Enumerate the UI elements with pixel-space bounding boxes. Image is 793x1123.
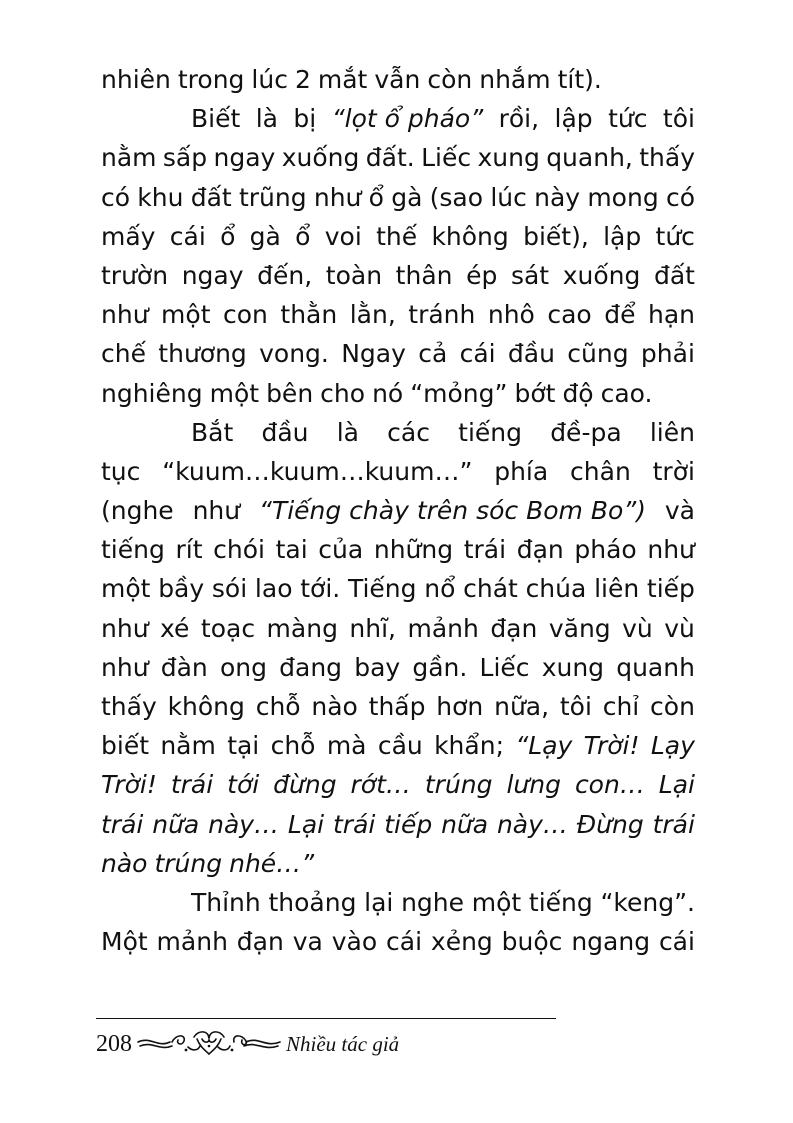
word: đàn: [160, 652, 208, 682]
word: rít: [175, 535, 203, 565]
text-line: [101, 413, 695, 452]
word: biết: [101, 731, 149, 761]
word: thấy: [639, 143, 695, 173]
word: đạn: [490, 613, 538, 643]
word: liên: [649, 417, 695, 447]
word: ép: [466, 260, 498, 290]
word: thân: [395, 260, 453, 290]
word: quanh: [616, 652, 695, 682]
word: một: [209, 378, 260, 408]
text-line: [101, 805, 695, 844]
word: như: [647, 535, 695, 565]
text-line: [101, 844, 695, 883]
word: ong: [219, 652, 267, 682]
word: Lại: [287, 809, 325, 839]
word: này…: [496, 809, 568, 839]
word: này: [534, 182, 581, 212]
word: lập: [603, 221, 642, 251]
word: vù: [664, 613, 695, 643]
word: Tiếng: [347, 574, 417, 604]
word: đất: [653, 260, 695, 290]
word: chỉ: [602, 692, 640, 721]
word: rồi,: [498, 104, 540, 134]
word: là: [336, 417, 359, 447]
word: chân: [570, 456, 631, 486]
word: nhĩ,: [349, 613, 396, 643]
word: xuống: [281, 143, 360, 173]
word: con…: [574, 770, 645, 800]
text-line: [101, 530, 695, 569]
word: chói: [213, 535, 265, 565]
word: những: [373, 535, 454, 565]
word: trúng: [424, 770, 493, 800]
word: khu: [137, 182, 184, 212]
word: thương: [158, 339, 247, 369]
word: tức: [608, 104, 648, 134]
word: tiếp: [646, 574, 695, 604]
word: trong: [177, 65, 245, 94]
word: nhắm: [479, 65, 551, 94]
word: nữa: [441, 809, 489, 839]
word: bớt: [514, 378, 556, 408]
word: như: [101, 652, 149, 682]
text-line: [101, 922, 695, 961]
word: đạn: [236, 927, 284, 957]
word: bầy: [158, 574, 205, 604]
body-text: [101, 60, 695, 961]
word: nằm: [160, 731, 216, 761]
word: trái: [170, 770, 214, 800]
word: đạn: [516, 535, 564, 565]
word: như: [101, 613, 149, 643]
word: tiếp: [384, 809, 433, 839]
word: tránh: [408, 300, 476, 330]
word: gần.: [412, 652, 468, 682]
word: voi: [324, 221, 362, 251]
word: “mỏng”: [410, 378, 508, 408]
word: gà: [249, 221, 281, 251]
word: cái: [658, 927, 695, 957]
text-line: [101, 138, 695, 177]
word: cả: [418, 339, 448, 369]
word: trời: [652, 456, 695, 486]
word: mong: [587, 182, 659, 212]
word: con: [223, 300, 268, 330]
word: đề-pa: [550, 417, 622, 447]
word: Trời!: [101, 770, 157, 800]
word: ổ: [220, 221, 236, 251]
word: tôi: [559, 692, 592, 721]
word: lao: [254, 574, 293, 604]
text-line: [101, 883, 695, 922]
word: phải: [640, 339, 695, 369]
word: có: [101, 182, 131, 212]
word: chúa: [525, 574, 587, 604]
word: chế: [101, 339, 146, 369]
word: tai: [275, 535, 308, 565]
word: cao.: [600, 378, 653, 408]
footer-author: Nhiều tác giả: [286, 1031, 400, 1056]
word: rớt…: [350, 770, 411, 800]
word: bay: [354, 652, 401, 682]
word: trúng: [154, 848, 223, 878]
word: cao: [547, 300, 592, 330]
word: còn: [427, 65, 473, 94]
word: vù: [622, 613, 653, 643]
word: thoảng: [268, 887, 357, 917]
word: đầu: [261, 417, 309, 447]
word: (nghe: [101, 496, 174, 526]
word: một: [101, 574, 151, 604]
word: cái: [169, 221, 206, 251]
word: đất: [190, 182, 232, 212]
word: Trời!: [583, 731, 640, 761]
word: nào: [101, 848, 148, 878]
word: cầu: [377, 731, 423, 761]
word: tục: [101, 456, 141, 486]
word: như: [313, 182, 362, 212]
word: xuống: [562, 260, 641, 290]
word: hạn: [647, 300, 695, 330]
word: lúc: [251, 65, 288, 94]
word: nào: [311, 692, 358, 721]
word: hơn: [436, 692, 484, 721]
word: xung: [541, 652, 605, 682]
word: tới: [227, 770, 260, 800]
word: nằm: [101, 143, 157, 173]
word: nó: [372, 378, 404, 408]
word: vong.: [259, 339, 329, 369]
word: lằn,: [349, 300, 396, 330]
word: pháo: [574, 535, 637, 565]
word: thấy: [101, 692, 157, 721]
word: Thỉnh: [191, 887, 261, 917]
word: vào: [331, 927, 378, 957]
word: sát: [510, 260, 550, 290]
word: Ngay: [341, 339, 406, 369]
word: xé: [160, 613, 190, 643]
word: mắt: [317, 65, 368, 94]
word: liên: [594, 574, 640, 604]
word: nữa,: [494, 692, 550, 721]
footer-divider: [96, 1018, 556, 1019]
word: ngang: [571, 927, 651, 957]
word: không: [431, 221, 509, 251]
word: các: [387, 417, 430, 447]
word: mấy: [101, 221, 156, 251]
word: đang: [279, 652, 343, 682]
word: ngay: [213, 143, 276, 173]
word: tít).: [557, 65, 602, 94]
word: thấp: [368, 692, 426, 721]
word: Bắt: [191, 417, 234, 447]
word: mà: [326, 731, 367, 761]
word: gà: [391, 182, 423, 212]
word: xung: [477, 143, 540, 173]
word: lại: [364, 887, 394, 917]
word: như: [101, 300, 149, 330]
word: là: [255, 104, 278, 134]
text-line: [101, 217, 695, 256]
word: tiếng: [101, 535, 165, 565]
text-line: [101, 648, 695, 687]
word: cái: [386, 927, 423, 957]
text-line: [101, 256, 695, 295]
text-line: [101, 99, 695, 138]
word: vẫn: [374, 65, 421, 94]
word: “lọt ổ pháo”: [331, 104, 484, 134]
word: toàn: [325, 260, 383, 290]
word: khẩn;: [434, 731, 504, 761]
word: Liếc: [479, 652, 530, 682]
word: va: [292, 927, 323, 957]
word: nhô: [487, 300, 535, 330]
word: mảnh: [407, 613, 479, 643]
word: ngay: [181, 260, 244, 290]
text-line: [101, 569, 695, 608]
word: (sao: [429, 182, 484, 212]
word: một: [471, 887, 522, 917]
word: tôi: [662, 104, 695, 134]
word: buộc: [501, 927, 563, 957]
word: quanh,: [546, 143, 633, 173]
word: trái: [332, 809, 376, 839]
word: nhiên: [101, 65, 171, 94]
word: không: [167, 692, 245, 721]
word: sói: [211, 574, 248, 604]
word: nhé…”: [229, 848, 315, 878]
word: văng: [548, 613, 611, 643]
word: trái: [652, 809, 695, 839]
word: trũng: [238, 182, 307, 212]
word: trái: [101, 809, 144, 839]
word: nữa: [152, 809, 200, 839]
word: đất.: [365, 143, 415, 173]
word: cũng: [567, 339, 629, 369]
word: phía: [494, 456, 549, 486]
text-line: [101, 60, 695, 99]
word: màng: [266, 613, 338, 643]
word: lưng: [506, 770, 561, 800]
word: đừng: [273, 770, 337, 800]
word: 2: [294, 65, 311, 94]
text-line: [101, 178, 695, 217]
word: cho: [320, 378, 366, 408]
word: mảnh: [156, 927, 228, 957]
word: thằn: [280, 300, 338, 330]
word: của: [318, 535, 364, 565]
text-line: [101, 687, 695, 726]
word: bị: [293, 104, 317, 134]
word: chát: [463, 574, 518, 604]
word: Một: [101, 927, 148, 957]
word: này…: [208, 809, 280, 839]
word: nghiêng: [101, 378, 203, 408]
text-line: [101, 452, 695, 491]
word: sấp: [162, 143, 208, 173]
word: “kuum…kuum…kuum…”: [162, 456, 473, 486]
word: xẻng: [430, 927, 493, 957]
word: một: [161, 300, 211, 330]
word: lúc: [490, 182, 527, 212]
text-line: [101, 295, 695, 334]
word: tới.: [300, 574, 341, 604]
word: để: [604, 300, 636, 330]
word: tại: [227, 731, 260, 761]
word: toạc: [200, 613, 256, 643]
word: biết),: [523, 221, 589, 251]
word: Đừng: [576, 809, 644, 839]
word: ổ: [295, 221, 311, 251]
word: ổ: [368, 182, 384, 212]
word: tức: [655, 221, 695, 251]
word: nghe: [401, 887, 465, 917]
text-line: [101, 374, 695, 413]
word: bên: [266, 378, 314, 408]
word: Liếc: [421, 143, 472, 173]
word: Biết: [191, 104, 241, 134]
word: lập: [554, 104, 593, 134]
text-line: [101, 491, 695, 530]
word: chỗ: [255, 692, 301, 721]
word: trườn: [101, 260, 169, 290]
page-footer: [96, 1027, 399, 1061]
word: “Lạy: [515, 731, 573, 761]
word: “keng”.: [600, 887, 695, 917]
word: có: [665, 182, 695, 212]
text-line: [101, 765, 695, 804]
word: đầu: [507, 339, 555, 369]
word: “Tiếng chày trên sóc Bom Bo”): [258, 496, 646, 526]
word: tiếng: [528, 887, 593, 917]
word: độ: [562, 378, 594, 408]
word: cái: [459, 339, 496, 369]
word: chỗ: [270, 731, 316, 761]
word: nổ: [424, 574, 456, 604]
word: Lại: [658, 770, 695, 800]
word: trái: [463, 535, 507, 565]
text-line: [101, 609, 695, 648]
word: đến,: [257, 260, 313, 290]
word: và: [664, 496, 695, 526]
floral-ornament-icon: [136, 1027, 282, 1061]
text-line: [101, 726, 695, 765]
page-number: 208: [96, 1030, 132, 1057]
text-line: [101, 334, 695, 373]
word: Lạy: [650, 731, 695, 761]
word: thế: [376, 221, 418, 251]
word: như: [192, 496, 241, 526]
word: tiếng: [458, 417, 522, 447]
word: còn: [650, 692, 695, 721]
